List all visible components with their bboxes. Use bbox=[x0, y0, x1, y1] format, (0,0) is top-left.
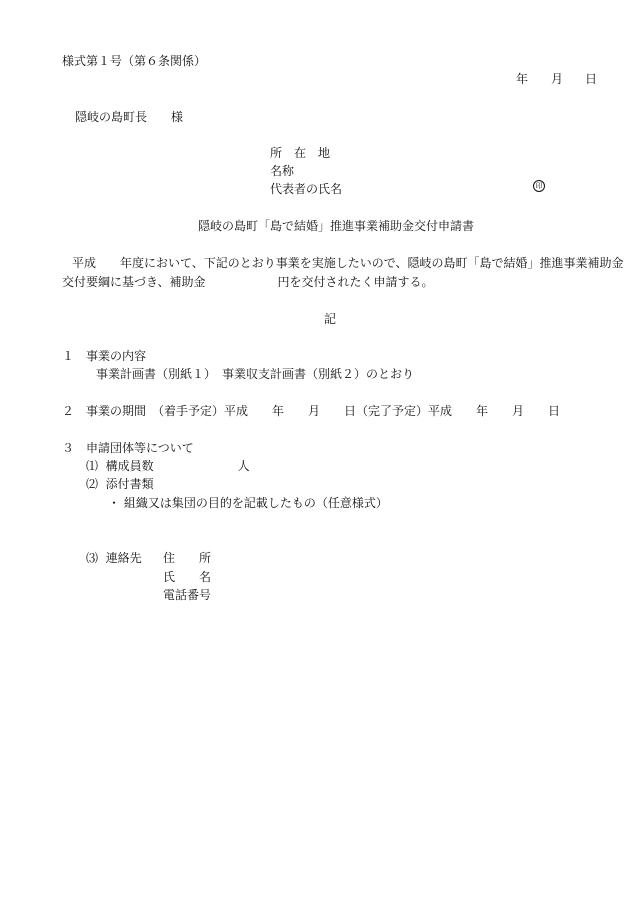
ki-heading: 記 bbox=[324, 312, 337, 326]
contact-address-label: 住 所 bbox=[163, 551, 212, 565]
item-1-title: １ 事業の内容 bbox=[62, 349, 147, 363]
date-year: 年 bbox=[516, 72, 529, 86]
applicant-address-label: 所 在 地 bbox=[270, 146, 331, 160]
contact-name-label: 氏 名 bbox=[163, 570, 212, 584]
body-line-2: 交付要綱に基づき、補助金 円を交付されたく申請する。 bbox=[62, 275, 434, 289]
contact-phone-label: 電話番号 bbox=[163, 588, 212, 602]
addressee: 隠岐の島町長 様 bbox=[75, 110, 184, 124]
date-day: 日 bbox=[585, 72, 598, 86]
item-3-1-members: ⑴ 構成員数 人 bbox=[86, 459, 250, 473]
item-1-detail: 事業計画書（別紙１） 事業収支計画書（別紙２）のとおり bbox=[96, 367, 415, 381]
item-3-3-contact: ⑶ 連絡先 bbox=[86, 551, 142, 565]
date-month: 月 bbox=[551, 72, 564, 86]
item-3-title: ３ 申請団体等について bbox=[62, 441, 194, 455]
form-number: 様式第１号（第６条関係） bbox=[62, 54, 207, 68]
seal-mark: 印 bbox=[533, 180, 545, 192]
applicant-name-label: 名称 bbox=[270, 164, 295, 178]
document-title: 隠岐の島町「島で結婚」推進事業補助金交付申請書 bbox=[198, 219, 475, 233]
item-2-period: ２ 事業の期間 （着手予定）平成 年 月 日（完了予定）平成 年 月 日 bbox=[62, 404, 561, 418]
item-3-2-bullet: ・ 組織又は集団の目的を記載したもの（任意様式） bbox=[108, 496, 388, 510]
body-line-1: 平成 年度において、下記のとおり事業を実施したいので、隠岐の島町「島で結婚」推進事業補助金 bbox=[72, 256, 624, 270]
applicant-representative-label: 代表者の氏名 bbox=[270, 182, 343, 196]
item-3-2-attachments: ⑵ 添付書類 bbox=[86, 477, 154, 491]
